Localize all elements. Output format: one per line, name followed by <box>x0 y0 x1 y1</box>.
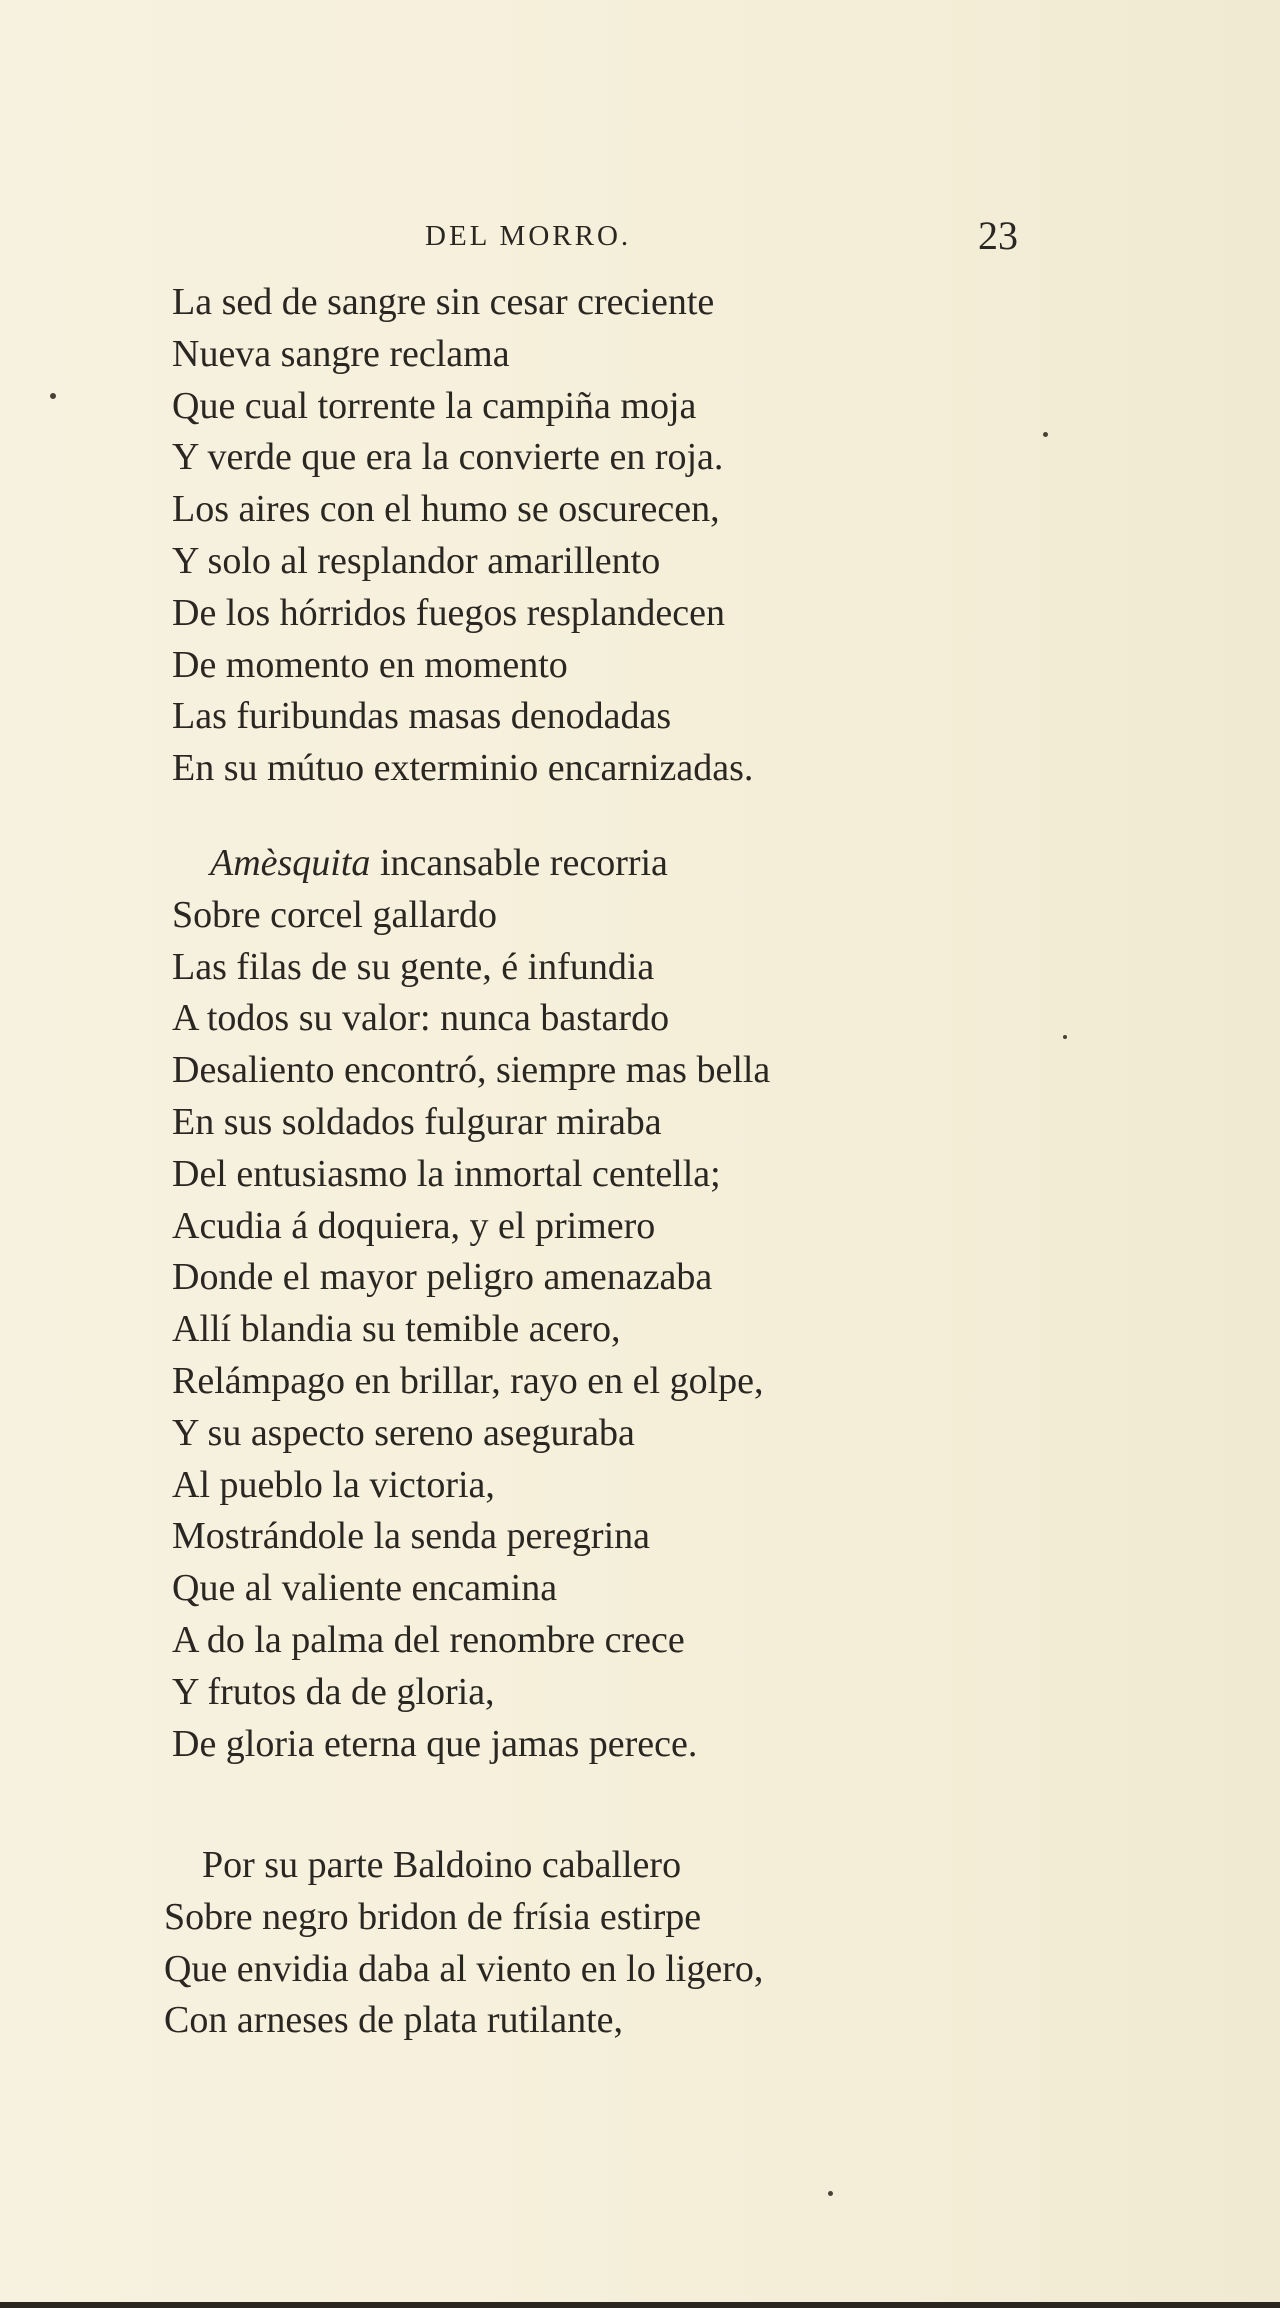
verse-line: Y frutos da de gloria, <box>172 1670 495 1713</box>
stanza-3 <box>164 1840 763 2047</box>
verse-line: Al pueblo la victoria, <box>172 1463 495 1506</box>
proper-name: Amèsquita <box>210 842 371 884</box>
ink-speck <box>1063 1035 1067 1039</box>
verse-line: A do la palma del renombre crece <box>172 1618 685 1661</box>
running-head: DEL MORRO. <box>425 220 632 252</box>
verse-line: De los hórridos fuegos resplandecen <box>172 591 725 634</box>
verse-line: Que cual torrente la campiña moja <box>172 384 697 427</box>
ink-speck <box>828 2191 833 2196</box>
verse-line: Sobre negro bridon de frísia estirpe <box>164 1895 702 1938</box>
verse-line: De momento en momento <box>172 643 568 686</box>
verse-line: Nueva sangre reclama <box>172 332 510 375</box>
stanza-2 <box>172 838 770 1770</box>
verse-line: Acudia á doquiera, y el primero <box>172 1204 656 1247</box>
verse-line: Y solo al resplandor amarillento <box>172 539 661 582</box>
verse-line: Que al valiente encamina <box>172 1567 558 1610</box>
verse-line: Del entusiasmo la inmortal centella; <box>172 1152 721 1195</box>
verse-line: Y su aspecto sereno aseguraba <box>172 1411 635 1454</box>
verse-line: Las filas de su gente, é infundia <box>172 945 655 988</box>
verse-line: Mostrándole la senda peregrina <box>172 1515 650 1558</box>
ink-speck <box>1043 432 1048 437</box>
stanza-1 <box>172 277 753 795</box>
verse-line: Relámpago en brillar, rayo en el golpe, <box>172 1359 764 1402</box>
verse-line: Sobre corcel gallardo <box>172 893 497 936</box>
verse-line: Desaliento encontró, siempre mas bella <box>172 1049 771 1092</box>
verse-line-text: incansable recorria <box>370 842 668 884</box>
page-number: 23 <box>978 213 1018 258</box>
verse-line: La sed de sangre sin cesar creciente <box>172 281 715 323</box>
verse-line-first <box>172 838 770 890</box>
verse-line: De gloria eterna que jamas perece. <box>172 1722 698 1765</box>
verse-line: Los aires con el humo se oscurecen, <box>172 488 720 531</box>
verse-line: Y verde que era la convierte en roja. <box>172 436 724 479</box>
verse-line: Las furibundas masas denodadas <box>172 695 672 738</box>
verse-line: Con arneses de plata rutilante, <box>164 1999 624 2042</box>
verse-line: En sus soldados fulgurar miraba <box>172 1100 662 1143</box>
verse-line: Por su parte Baldoino caballero <box>202 1844 682 1886</box>
verse-line: A todos su valor: nunca bastardo <box>172 997 670 1040</box>
verse-line: Que envidia daba al viento en lo ligero, <box>164 1947 764 1990</box>
verse-line: Donde el mayor peligro amenazaba <box>172 1256 713 1299</box>
page-edge <box>0 2302 1280 2308</box>
ink-speck <box>50 393 56 399</box>
verse-line: Allí blandia su temible acero, <box>172 1308 621 1351</box>
verse-line: En su mútuo exterminio encarnizadas. <box>172 747 754 790</box>
